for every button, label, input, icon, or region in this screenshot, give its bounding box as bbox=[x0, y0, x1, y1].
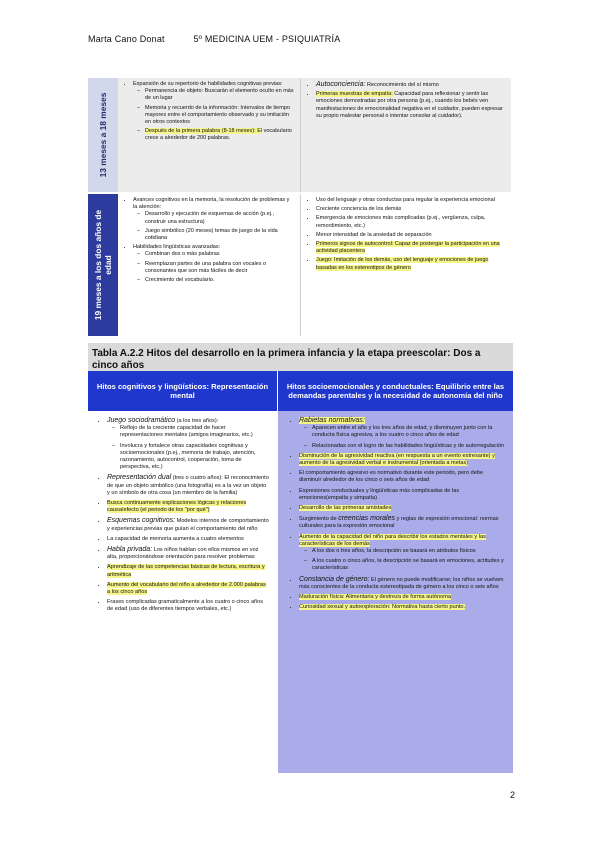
page-header bbox=[88, 34, 366, 44]
table-toddler-milestones bbox=[88, 78, 511, 336]
author-name: Marta Cano Donat bbox=[88, 34, 165, 44]
socio-cell: • Autoconciencia: Reconocimiento del sí mismo • Primeras muestras de empatía: Capacidad para reflexionar y sentir las emociones demostradas por otra persona (p.ej., cuando los bebés ven manifestaciones de emocionalidad negativa en el cuidador, pueden expresar su propio malestar personal o intentar consolar al cuidador). bbox=[300, 78, 511, 192]
cognitive-column: • Juego sociodramático (a los tres años): – Reflejo de la creciente capacidad de hacer representaciones mentales (amigos imaginarios, etc.) – Involucra y fortalece otras capacidades cognitivas y socioemocionales (p.ej., memoria de trabajo, atención, razonamiento, autocontrol, cooperación, toma de perspectiva, etc.) • Representación dual (tres o cuatro años): El reconocimiento de que un objeto simbólico (una fotografía) es a la vez un objeto y un símbolo de otra cosa (un miembro de la familia) • Busca continuamente explicaciones lógicas y relaciones causa/efecto (el periodo de los "por qué") • Esquemas cognitivos: Modelos internos de comportamiento y experiencias previas que guían el comportamiento del niño • La capacidad de memoria aumenta a cuatro elementos • Habla privada: Los niños hablan con ellos mismos en voz alta, proporcionándose orientación para resolver problemas • Aprendizaje de las competencias básicas de lectura, escritura y aritmética • Aumento del vocabulario del niño a alrededor de 2.000 palabras a los cinco años • Frases complicadas gramaticalmente a los cuatro o cinco años de edad (uso de diferentes tiempos verbales, etc.) bbox=[88, 411, 278, 773]
age-label: 19 meses a los dos años de edad bbox=[88, 194, 118, 336]
cognitive-cell: • Avances cognitivos en la memoria, la resolución de problemas y la atención: – Desarrollo y ejecución de esquemas de acción (p.ej., construir una estructura) – Juego simbólico (20 meses) temas de juego de la vida cotidiana • Habilidades lingüísticas avanzadas: – Combinan dos o más palabras – Reemplazan partes de una palabra con vocales o consonantes que son más fáciles de decir – Crecimiento del vocabulario. bbox=[118, 194, 300, 336]
table-title: Tabla A.2.2 Hitos del desarrollo en la primera infancia y la etapa preescolar: Dos a cinco años bbox=[88, 343, 513, 371]
cognitive-cell: • Expansión de su repertorio de habilidades cognitivas previas: – Permanencia de objeto: Buscarán el elemento oculto en más de un lugar – Memoria y recuerdo de la información: Intervalos de tiempo mayores entre el comportamiento observado y su imitación en otros contextos – Después de la primera palabra (8-18 meses): El vocabulario crece a alrededor de 200 palabras. bbox=[118, 78, 300, 192]
table-a22 bbox=[88, 343, 513, 773]
table-row bbox=[88, 194, 511, 336]
socioemotional-column: • Rabietas normativas: – Aparecen entre el año y los tres años de edad, y disminuyen junto con la conducta física agresiva, a los cuatro o cinco años de edad – Relacionadas con el logro de las habilidades lingüísticas y de autorregulación • Disminución de la agresividad reactiva (en respuesta a un evento estresante) y aumento de la agresividad verbal e instrumental (orientada a metas) • El comportamiento agresivo es normativo durante este periodo, pero debe disminuir alrededor de los cinco o seis años de edad • Expresiones conductuales y lingüísticas más complicadas de las emociones(empatía y simpatía) • Desarrollo de las primeras amistades • Surgimiento de creencias morales y reglas de expresión emocional: normas culturales para la expresión emocional • Aumento de la capacidad del niño para describir los estados mentales y las características de los demás – A los dos o tres años, la descripción se basará en atributos físicos – A los cuatro o cinco años, la descripción se basará en emociones, actitudes y características • Constancia de género: El género no puede modificarse; los niños se vuelven más conscientes de la conducta estereotipada de género a los cinco o seis años • Maduración física: Alimentaria y destreza de forma autónoma • Curiosidad sexual y autoexploración: Normativa hasta cierto punto. bbox=[278, 411, 513, 773]
column-header-cognitive: Hitos cognitivos y lingüísticos: Representación mental bbox=[88, 371, 278, 411]
table-row bbox=[88, 78, 511, 192]
page-number: 2 bbox=[509, 790, 515, 800]
course-title: 5º MEDICINA UEM - PSIQUIATRÍA bbox=[193, 34, 341, 44]
socio-cell: • Uso del lenguaje y otras conductas para regular la experiencia emocional • Creciente conciencia de los demás • Emergencia de emociones más complicadas (p.ej., vergüenza, culpa, remordimiento, etc.) • Menor intensidad de la ansiedad de separación • Primeros signos de autocontrol: Capaz de postergar la participación en una actividad placentera • Juego: Imitación de los demás, uso del lenguaje y emociones de juego basadas en los estereotipos de género bbox=[300, 194, 511, 336]
column-header-socioemotional: Hitos socioemocionales y conductuales: Equilibrio entre las demandas parentales y la necesidad de autonomía del niño bbox=[278, 371, 513, 411]
age-label: 13 meses a 18 meses bbox=[88, 78, 118, 192]
